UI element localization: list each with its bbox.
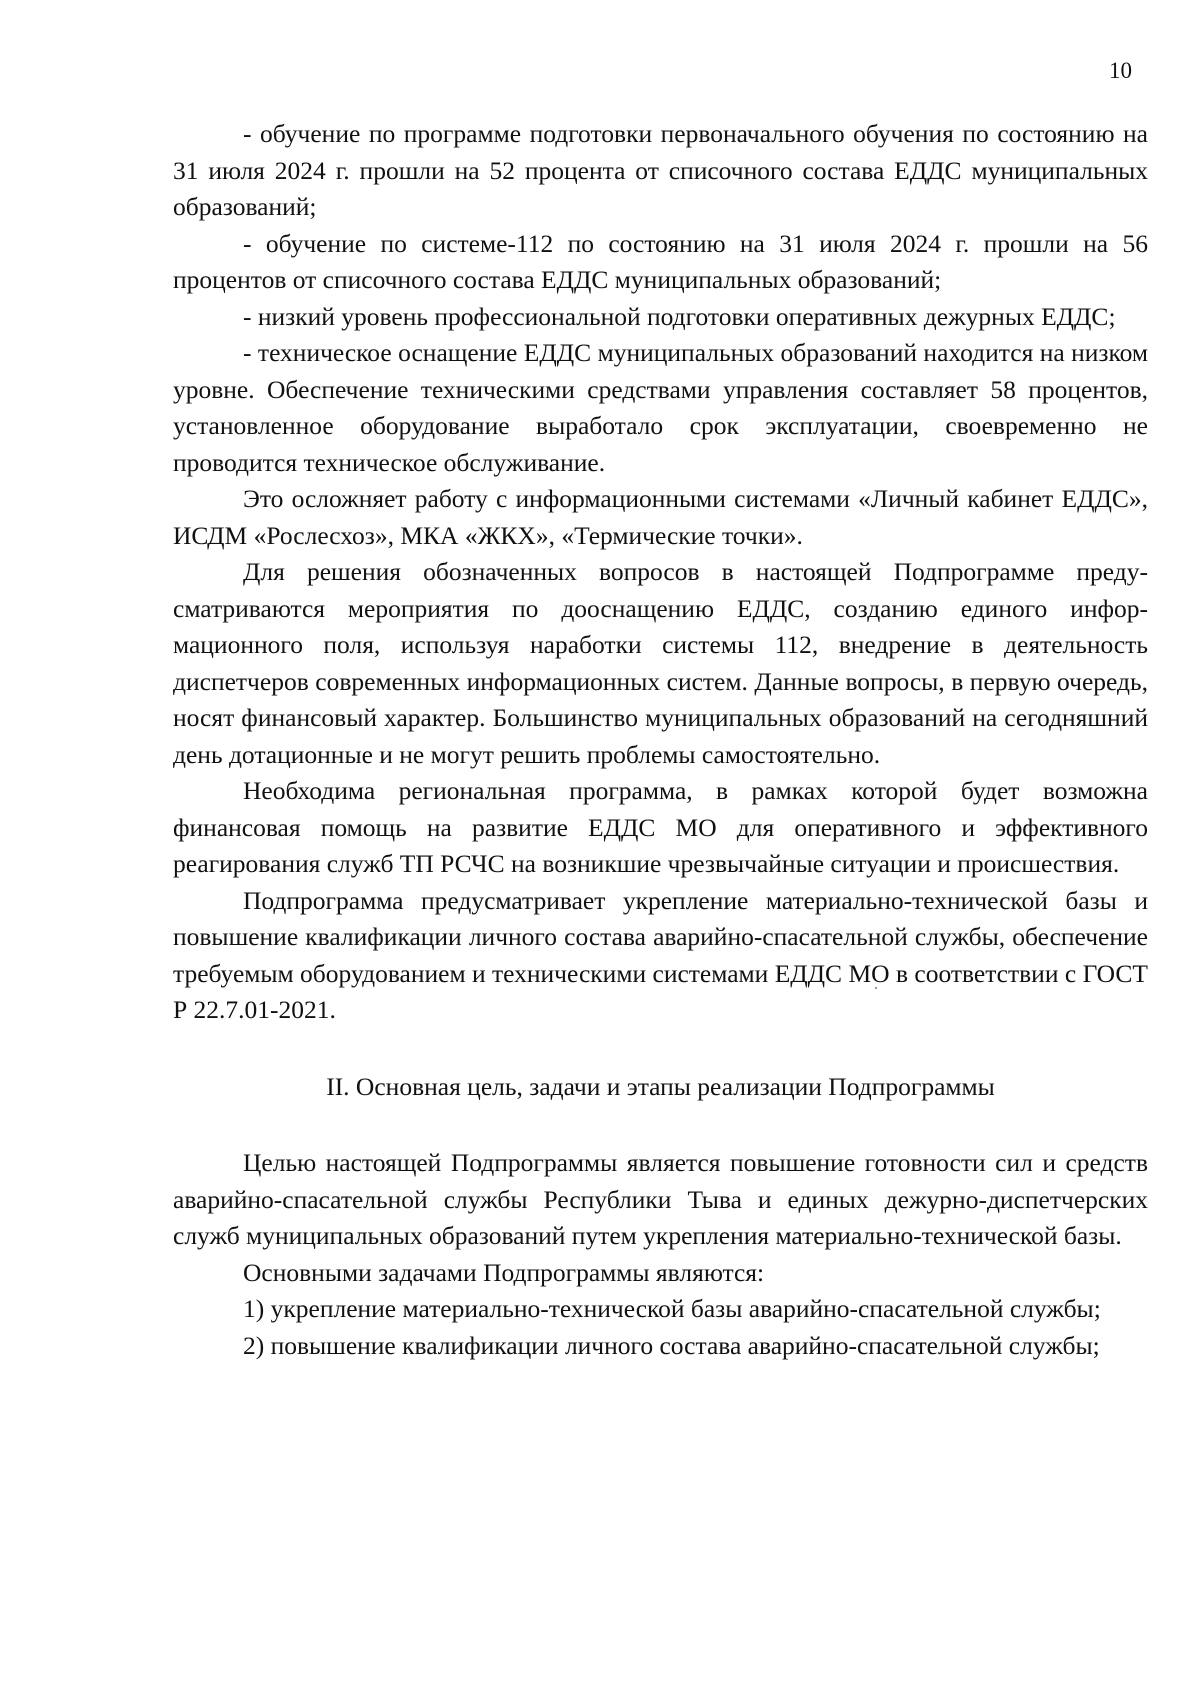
paragraph-subprogram-provides: Подпрограмма предусматривает укрепление материально-технической базы и повышение квалификации личного состава аварийно-спасательной службы, обеспечение требуемым оборудованием и техническими системами ЕДДС МО в соответствии с ГОСТ Р 22.7.01-2021. xyxy=(173,885,1148,1024)
list-item-technical-equipment: - техническое оснащение ЕДДС муниципальных образований находится на низком уровне. Обеспечение техническими средствами управления составляет 58 процентов, установленное оборудование выработало срок эксплуатации, своевременно не проводится техническое обслуживание. xyxy=(173,338,1148,477)
list-item-initial-training: - обучение по программе подготовки первоначального обучения по состоянию на 31 июля 2024 г. прошли на 52 процента от списочного состава ЕДДС муниципальных образований; xyxy=(173,119,1148,221)
list-item-task-1: 1) укрепление материально-технической базы аварийно-спасательной службы; xyxy=(243,1294,1101,1323)
paragraph-regional-program: Необходима региональная программа, в рамках которой будет возможна финансовая помощь на развитие ЕДДС МО для оперативного и эффективного реагирования служб ТП РСЧС на возникшие чрезвычайные ситуации и происшествия. xyxy=(173,776,1148,878)
list-item-system-112-training: - обучение по системе-112 по состоянию на 31 июля 2024 г. прошли на 56 процентов от списочного состава ЕДДС муниципальных образований; xyxy=(173,228,1148,294)
list-item-low-training-level: - низкий уровень профессиональной подготовки оперативных дежурных ЕДДС; xyxy=(243,301,1116,331)
paragraph-solution-measures: Для решения обозначенных вопросов в настоящей Подпрограмме предусматриваются мероприятия по дооснащению ЕДДС, созданию единого информационного поля, используя наработки системы 112, внедрение в деятельность диспетчеров современных информационных систем. Данные вопросы, в первую очередь, носят финансовый характер. Большинство муниципальных образований на сегодняшний день дотационные и не могут решить проблемы самостоятельно. xyxy=(173,557,1148,769)
scan-speck xyxy=(875,987,877,989)
paragraph-tasks-intro: Основными задачами Подпрограммы являются: xyxy=(243,1257,765,1287)
section-heading: II. Основная цель, задачи и этапы реализации Подпрограммы xyxy=(326,1071,995,1101)
list-item-task-2: 2) повышение квалификации личного состава аварийно-спасательной службы; xyxy=(243,1330,1100,1360)
document-body xyxy=(173,116,1148,1364)
page-number: 10 xyxy=(1109,58,1132,83)
paragraph-goal: Целью настоящей Подпрограммы является повышение готовности сил и средств аварийно-спасательной службы Республики Тыва и единых дежурно-диспетчерских служб муниципальных образований путем укрепления материально-технической базы. xyxy=(173,1148,1148,1250)
paragraph-information-systems: Это осложняет работу с информационными системами «Личный кабинет ЕДДС», ИСДМ «Рослесхоз», МКА «ЖКХ», «Термические точки». xyxy=(173,484,1148,550)
